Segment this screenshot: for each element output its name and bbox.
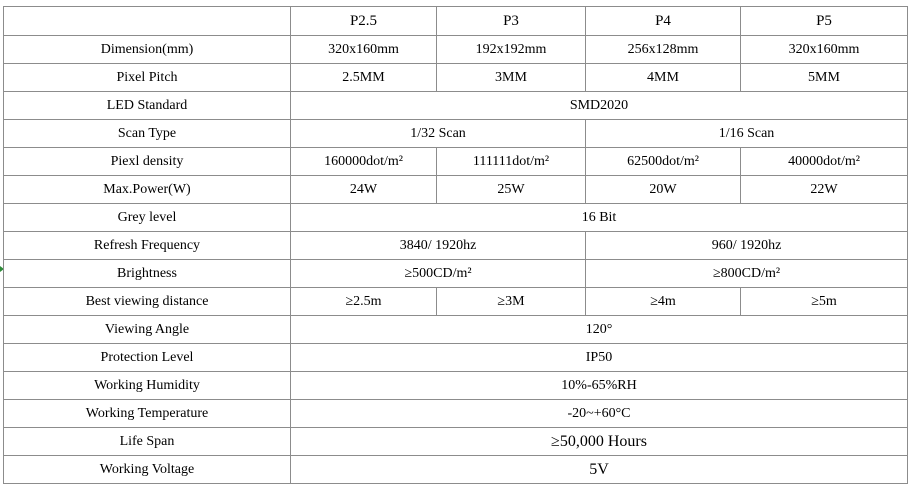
row-label: Working Humidity [4,372,291,400]
header-cell-p4: P4 [586,7,741,36]
table-cell: -20~+60°C [291,400,908,428]
row-life-span [4,428,908,456]
row-label: Working Temperature [4,400,291,428]
spec-table [3,6,908,484]
table-cell: 120° [291,316,908,344]
table-cell: 160000dot/m² [291,148,437,176]
table-cell: IP50 [291,344,908,372]
table-cell: 10%-65%RH [291,372,908,400]
table-cell: 1/16 Scan [586,120,908,148]
table-cell: 192x192mm [437,36,586,64]
table-cell: 4MM [586,64,741,92]
row-viewing-angle [4,316,908,344]
row-working-temperature [4,400,908,428]
table-header-row [4,7,908,36]
row-label: Max.Power(W) [4,176,291,204]
row-pixel-density [4,148,908,176]
table-cell: 320x160mm [741,36,908,64]
row-label: Viewing Angle [4,316,291,344]
row-label: Piexl density [4,148,291,176]
row-label: LED Standard [4,92,291,120]
table-cell: 3840/ 1920hz [291,232,586,260]
row-grey-level [4,204,908,232]
row-working-humidity [4,372,908,400]
header-cell-empty [4,7,291,36]
table-cell: 20W [586,176,741,204]
table-cell: ≥2.5m [291,288,437,316]
row-max-power [4,176,908,204]
row-label: Best viewing distance [4,288,291,316]
table-cell: ≥4m [586,288,741,316]
table-cell: ≥800CD/m² [586,260,908,288]
table-cell: ≥5m [741,288,908,316]
row-working-voltage [4,456,908,484]
table-cell: ≥500CD/m² [291,260,586,288]
row-viewing-distance [4,288,908,316]
table-cell: 16 Bit [291,204,908,232]
row-label: Working Voltage [4,456,291,484]
table-cell: ≥3M [437,288,586,316]
row-refresh-frequency [4,232,908,260]
table-cell: 3MM [437,64,586,92]
row-label: Protection Level [4,344,291,372]
row-label: Pixel Pitch [4,64,291,92]
row-protection-level [4,344,908,372]
table-cell: 40000dot/m² [741,148,908,176]
row-dimension [4,36,908,64]
row-label: Dimension(mm) [4,36,291,64]
table-cell: 111111dot/m² [437,148,586,176]
table-cell: 5MM [741,64,908,92]
row-label: Grey level [4,204,291,232]
table-cell: 24W [291,176,437,204]
row-pixel-pitch [4,64,908,92]
row-label: Refresh Frequency [4,232,291,260]
table-cell: 960/ 1920hz [586,232,908,260]
table-cell: 320x160mm [291,36,437,64]
header-cell-p5: P5 [741,7,908,36]
table-cell: ≥50,000 Hours [291,428,908,456]
row-brightness [4,260,908,288]
table-cell: 2.5MM [291,64,437,92]
table-cell: 25W [437,176,586,204]
row-label: Scan Type [4,120,291,148]
table-cell: SMD2020 [291,92,908,120]
row-label: Brightness [4,260,291,288]
table-cell: 5V [291,456,908,484]
row-scan-type [4,120,908,148]
row-led-standard [4,92,908,120]
table-cell: 256x128mm [586,36,741,64]
header-cell-p3: P3 [437,7,586,36]
row-label: Life Span [4,428,291,456]
table-cell: 62500dot/m² [586,148,741,176]
table-cell: 1/32 Scan [291,120,586,148]
table-cell: 22W [741,176,908,204]
header-cell-p2-5: P2.5 [291,7,437,36]
